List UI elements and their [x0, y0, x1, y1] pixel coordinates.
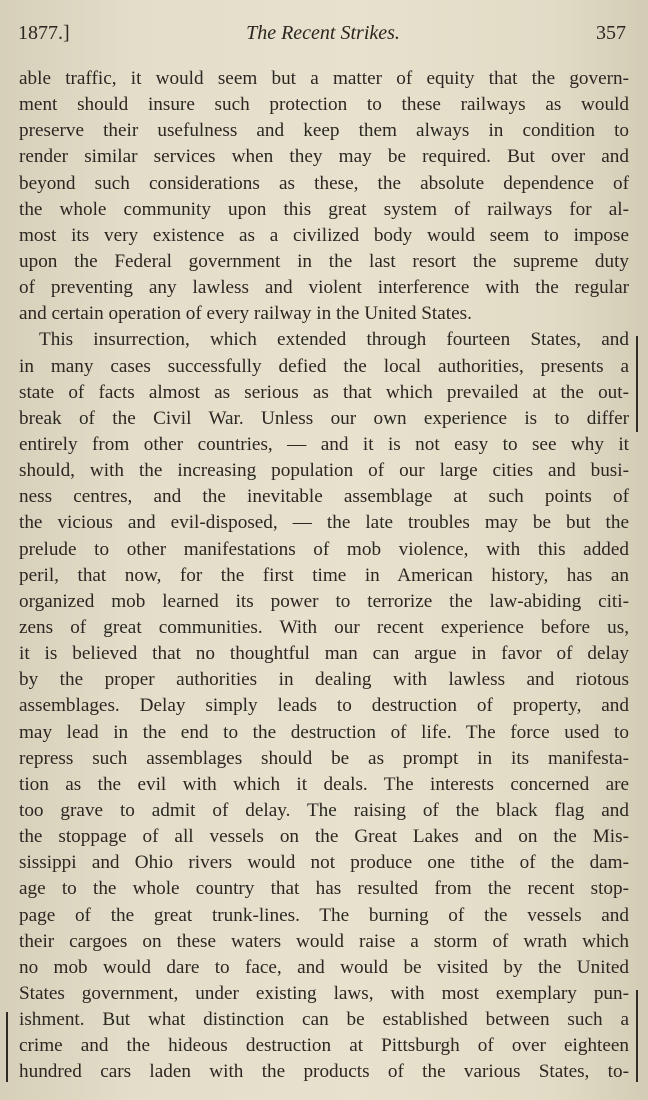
text-line: should, with the increasing population of our large cities and busi- [19, 460, 629, 482]
text-line: the vicious and evil-disposed, — the late troubles may be but the [19, 512, 629, 534]
text-line: peril, that now, for the first time in American history, has an [19, 564, 629, 586]
text-line: it is believed that no thoughtful man can argue in favor of delay [19, 643, 629, 665]
page-number: 357 [596, 22, 626, 44]
text-line: no mob would dare to face, and would be visited by the United [19, 956, 629, 978]
text-line: age to the whole country that has resulted from the recent stop- [19, 878, 629, 900]
paragraph-start-line: This insurrection, which extended through fourteen States, and [39, 329, 629, 351]
text-line: of preventing any lawless and violent interference with the regular [19, 277, 629, 299]
text-line: prelude to other manifestations of mob violence, with this added [19, 538, 629, 560]
header-year: 1877.] [18, 22, 70, 44]
text-line: the whole community upon this great system of railways for al- [19, 198, 629, 220]
text-line: entirely from other countries, — and it is not easy to see why it [19, 433, 629, 455]
text-line: ishment. But what distinction can be established between such a [19, 1009, 629, 1031]
text-line: ment should insure such protection to these railways as would [19, 94, 629, 116]
text-line: state of facts almost as serious as that which prevailed at the out- [19, 381, 629, 403]
text-line: their cargoes on these waters would raise a storm of wrath which [19, 930, 629, 952]
text-line: by the proper authorities in dealing with lawless and riotous [19, 669, 629, 691]
running-header [18, 22, 628, 50]
text-line: most its very existence as a civilized body would seem to impose [19, 224, 629, 246]
body-text [19, 66, 629, 1085]
text-line: organized mob learned its power to terrorize the law-abiding citi- [19, 590, 629, 612]
text-line: zens of great communities. With our recent experience before us, [19, 616, 629, 638]
text-line: hundred cars laden with the products of the various States, to- [19, 1061, 629, 1083]
text-line: page of the great trunk-lines. The burning of the vessels and [19, 904, 629, 926]
text-line: ness centres, and the inevitable assemblage at such points of [19, 486, 629, 508]
text-line: too grave to admit of delay. The raising of the black flag and [19, 799, 629, 821]
text-line: beyond such considerations as these, the absolute dependence of [19, 172, 629, 194]
margin-mark-right-lower [636, 990, 638, 1082]
margin-mark-left-lower [6, 1012, 8, 1082]
header-title: The Recent Strikes. [246, 22, 400, 44]
text-line: render similar services when they may be required. But over and [19, 146, 629, 168]
text-line: upon the Federal government in the last resort the supreme duty [19, 250, 629, 272]
text-line: crime and the hideous destruction at Pittsburgh of over eighteen [19, 1035, 629, 1057]
text-line: able traffic, it would seem but a matter of equity that the govern- [19, 68, 629, 89]
text-line: assemblages. Delay simply leads to destruction of property, and [19, 695, 629, 717]
text-line: and certain operation of every railway in the United States. [19, 303, 472, 325]
text-line: the stoppage of all vessels on the Great Lakes and on the Mis- [19, 826, 629, 848]
text-line: repress such assemblages should be as prompt in its manifesta- [19, 747, 629, 769]
text-line: preserve their usefulness and keep them always in condition to [19, 120, 629, 142]
text-line: States government, under existing laws, with most exemplary pun- [19, 982, 629, 1004]
text-line: tion as the evil with which it deals. The interests concerned are [19, 773, 629, 795]
text-line: sissippi and Ohio rivers would not produce one tithe of the dam- [19, 852, 629, 874]
text-line: may lead in the end to the destruction of life. The force used to [19, 721, 629, 743]
text-line: in many cases successfully defied the local authorities, presents a [19, 355, 629, 377]
margin-mark-right-upper [636, 336, 638, 432]
text-line: break of the Civil War. Unless our own experience is to differ [19, 407, 629, 429]
